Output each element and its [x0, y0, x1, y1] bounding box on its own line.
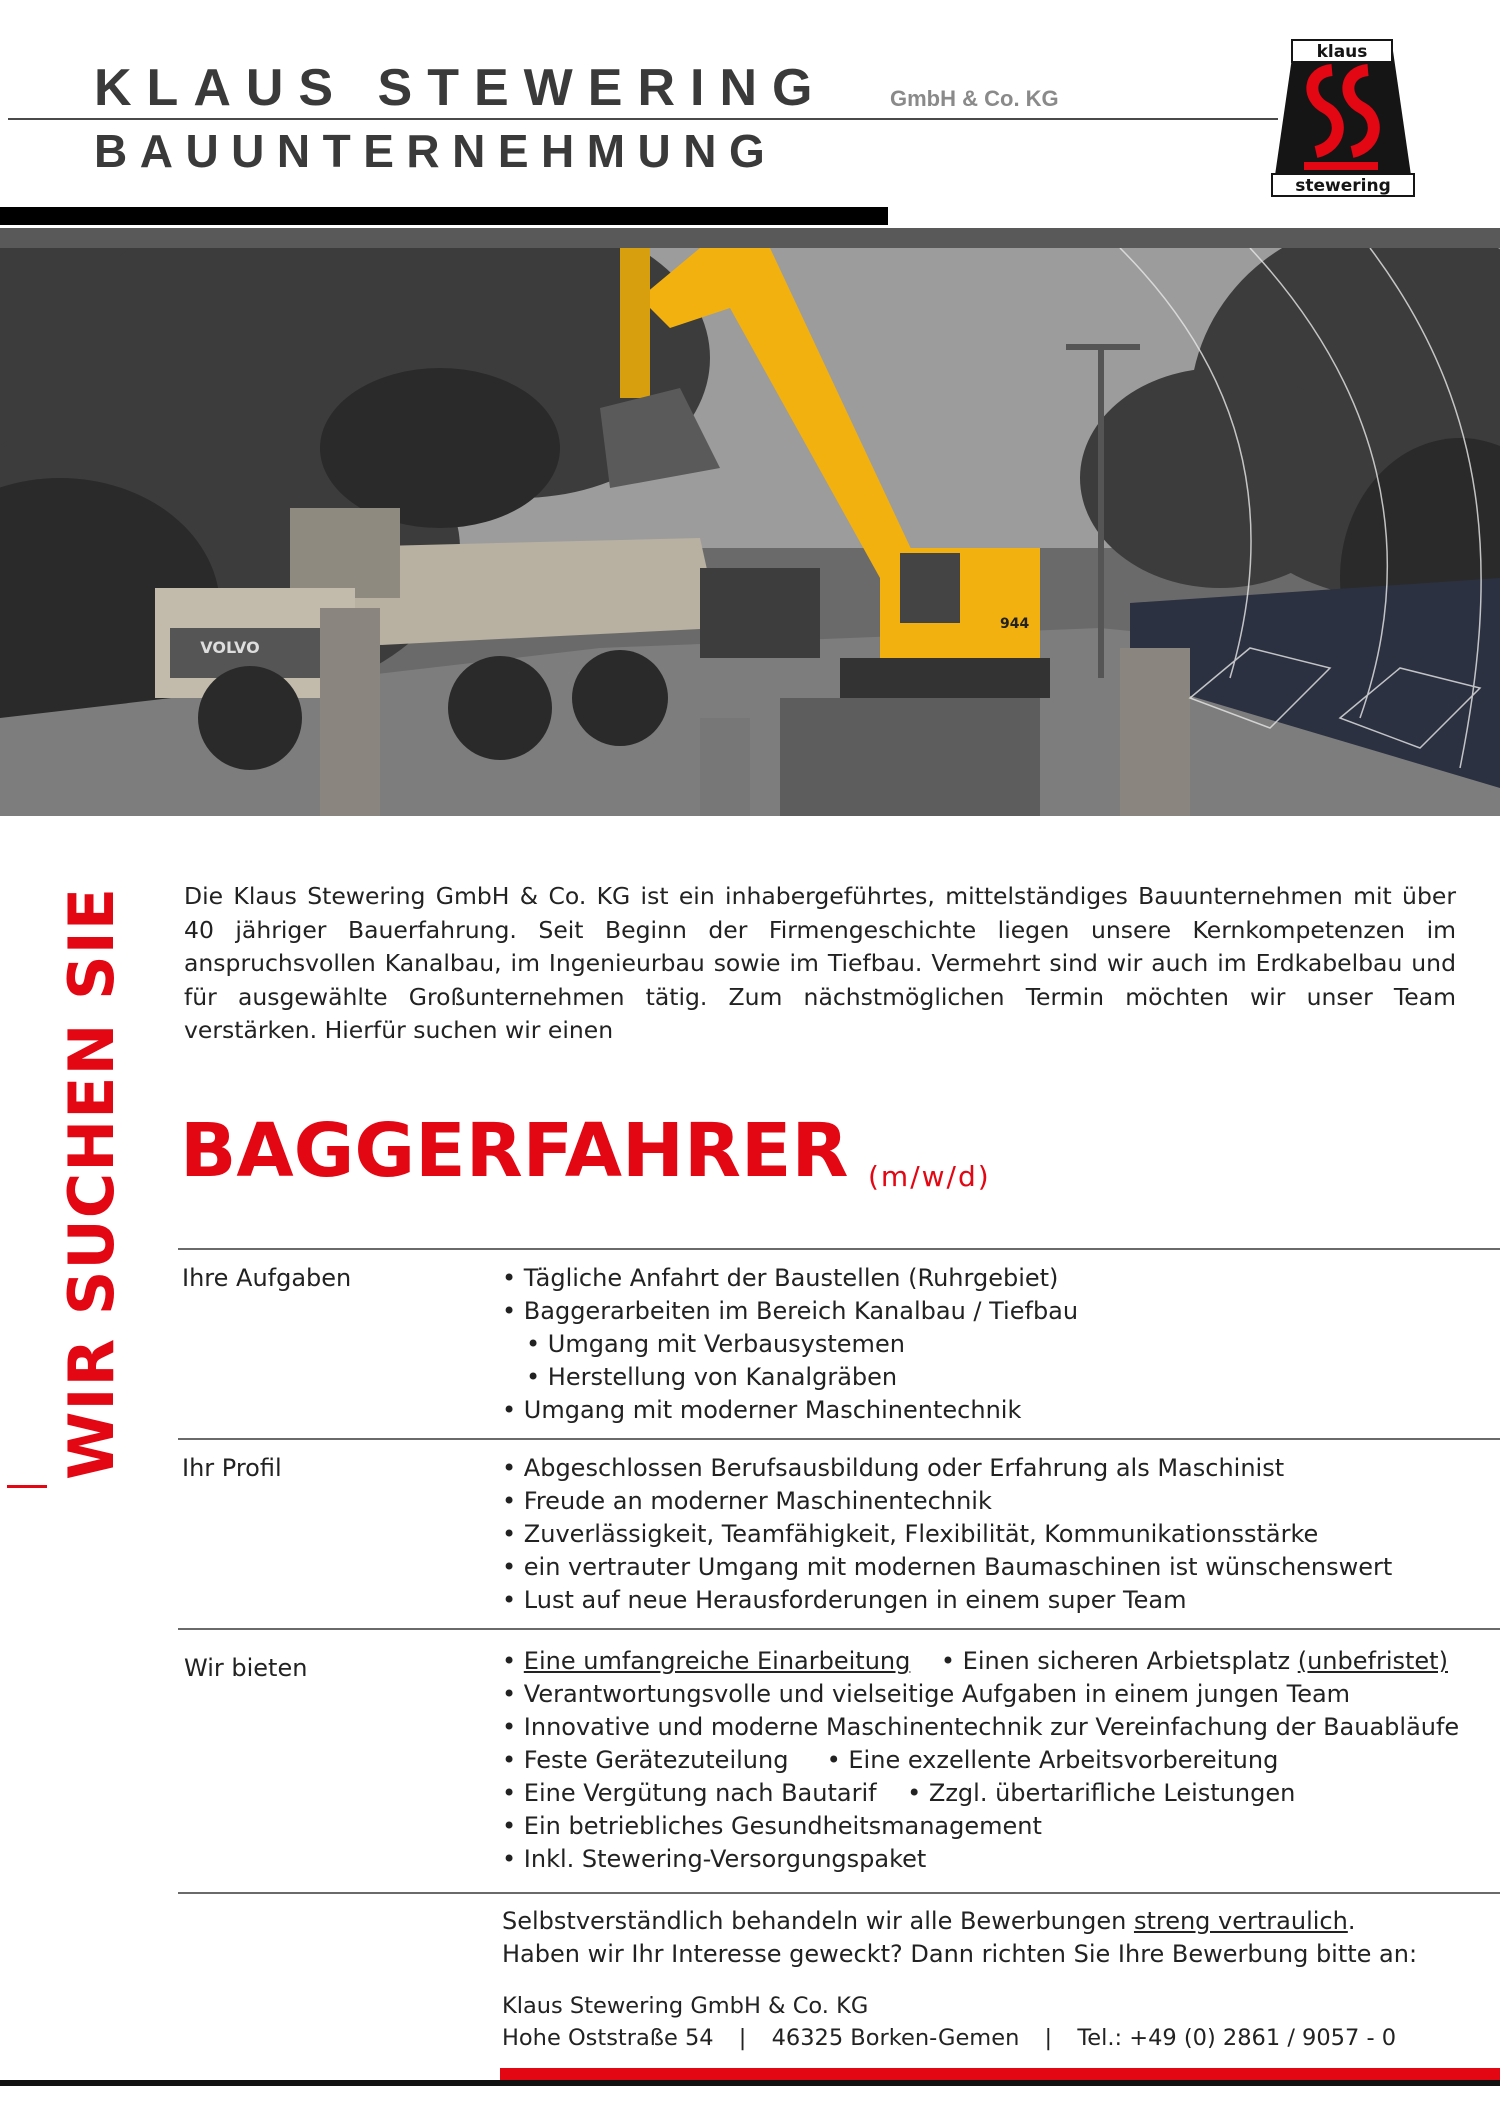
excavator-number: 944: [1000, 616, 1030, 632]
pay-text: • Eine Vergütung nach Bautarif: [502, 1779, 877, 1807]
section-label-aufgaben: Ihre Aufgaben: [182, 1264, 352, 1292]
equipment-text: • Feste Gerätezuteilung: [502, 1746, 789, 1774]
contact-street: Hohe Oststraße 54: [502, 2025, 714, 2051]
section-divider: [178, 1438, 1500, 1440]
secure-job-text: • Einen sicheren Arbietsplatz: [940, 1647, 1291, 1675]
closing-text: [502, 1905, 1417, 1971]
section-label-profil: Ihr Profil: [182, 1454, 282, 1482]
truck-badge: VOLVO: [200, 638, 260, 657]
job-gender-note: (m/w/d): [868, 1160, 991, 1193]
separator: |: [1044, 2025, 1053, 2051]
onboarding-text: Eine umfangreiche Einarbeitung: [523, 1647, 911, 1675]
list-item: [502, 1744, 1459, 1777]
header-divider: [8, 118, 1278, 120]
logo-top-text: klaus: [1316, 42, 1368, 62]
side-accent-line: [7, 1485, 47, 1488]
header-bar-black: [0, 207, 888, 225]
header-bar-grey: [0, 228, 1500, 248]
contact-address-line: [502, 2022, 1396, 2054]
list-item: • Abgeschlossen Berufsausbildung oder Erfahrung als Maschinist: [502, 1454, 1285, 1482]
list-item: • Innovative und moderne Maschinentechnik zur Vereinfachung der Bauabläufe: [502, 1713, 1460, 1741]
contact-company: Klaus Stewering GmbH & Co. KG: [502, 1993, 869, 2019]
list-item: • Inkl. Stewering-Versorgungspaket: [502, 1845, 927, 1873]
closing-line1: Selbstverständlich behandeln wir alle Bewerbungen: [502, 1907, 1134, 1935]
list-item: • Baggerarbeiten im Bereich Kanalbau / Tiefbau: [502, 1297, 1079, 1325]
contact-city: 46325 Borken-Gemen: [771, 2025, 1020, 2051]
confidential-text: streng vertraulich: [1133, 1907, 1348, 1935]
extra-pay-text: • Zzgl. übertarifliche Leistungen: [907, 1779, 1296, 1807]
company-legal-form: GmbH & Co. KG: [890, 86, 1059, 111]
section-divider: [178, 1628, 1500, 1630]
construction-site-photo: [0, 248, 1500, 816]
footer-bar-black: [0, 2080, 1500, 2086]
list-item: • ein vertrauter Umgang mit modernen Baumaschinen ist wünschenswert: [502, 1553, 1393, 1581]
list-item: • Freude an moderner Maschinentechnik: [502, 1487, 992, 1515]
permanent-note: (unbefristet): [1297, 1647, 1448, 1675]
intro-paragraph: Die Klaus Stewering GmbH & Co. KG ist ein inhabergeführtes, mittelständiges Bauunternehmen mit über 40 jähriger Bauerfahrung. Seit Beginn der Firmengeschichte liegen unsere Kernkompetenzen im anspruchsvollen Kanalbau, im Ingenieurbau sowie im Tiefbau. Vermehrt sind wir auch im Erdkabelbau und für ausgewählte Großunternehmen tätig. Zum nächstmöglichen Termin möchten wir unser Team verstärken. Hierfür suchen wir einen: [184, 882, 1456, 1044]
bieten-list: [502, 1645, 1459, 1876]
list-item: [502, 1777, 1459, 1810]
company-name: KLAUS STEWERING: [94, 59, 828, 117]
separator: |: [738, 2025, 747, 2051]
closing-period: .: [1347, 1907, 1356, 1935]
closing-line2: Haben wir Ihr Interesse geweckt? Dann richten Sie Ihre Bewerbung bitte an:: [502, 1940, 1418, 1968]
contact-block: [502, 1990, 1396, 2054]
list-item: • Ein betriebliches Gesundheitsmanagement: [502, 1812, 1042, 1840]
preparation-text: • Eine exzellente Arbeitsvorbereitung: [826, 1746, 1279, 1774]
aufgaben-list: [502, 1262, 1078, 1427]
list-item: • Lust auf neue Herausforderungen in einem super Team: [502, 1586, 1187, 1614]
section-divider: [178, 1248, 1500, 1250]
job-title: BAGGERFAHRER: [180, 1108, 849, 1194]
contact-phone: Tel.: +49 (0) 2861 / 9057 - 0: [1077, 2025, 1397, 2051]
list-item: • Herstellung von Kanalgräben: [526, 1363, 898, 1391]
section-divider: [178, 1892, 1500, 1894]
list-item: • Verantwortungsvolle und vielseitige Aufgaben in einem jungen Team: [502, 1680, 1351, 1708]
profil-list: [502, 1452, 1392, 1617]
company-subtitle: BAUUNTERNEHMUNG: [94, 125, 778, 177]
section-label-bieten: Wir bieten: [184, 1654, 308, 1682]
list-item: • Umgang mit moderner Maschinentechnik: [502, 1396, 1022, 1424]
logo-bottom-text: stewering: [1295, 176, 1391, 196]
side-title: WIR SUCHEN SIE: [55, 886, 128, 1480]
company-logo: [1270, 36, 1416, 202]
list-item: • Zuverlässigkeit, Teamfähigkeit, Flexibilität, Kommunikationsstärke: [502, 1520, 1319, 1548]
list-item: • Umgang mit Verbausystemen: [526, 1330, 905, 1358]
list-item: • Tägliche Anfahrt der Baustellen (Ruhrgebiet): [502, 1264, 1059, 1292]
list-item: • Eine umfangreiche Einarbeitung • Einen sicheren Arbietsplatz (unbefristet): [502, 1647, 1448, 1675]
